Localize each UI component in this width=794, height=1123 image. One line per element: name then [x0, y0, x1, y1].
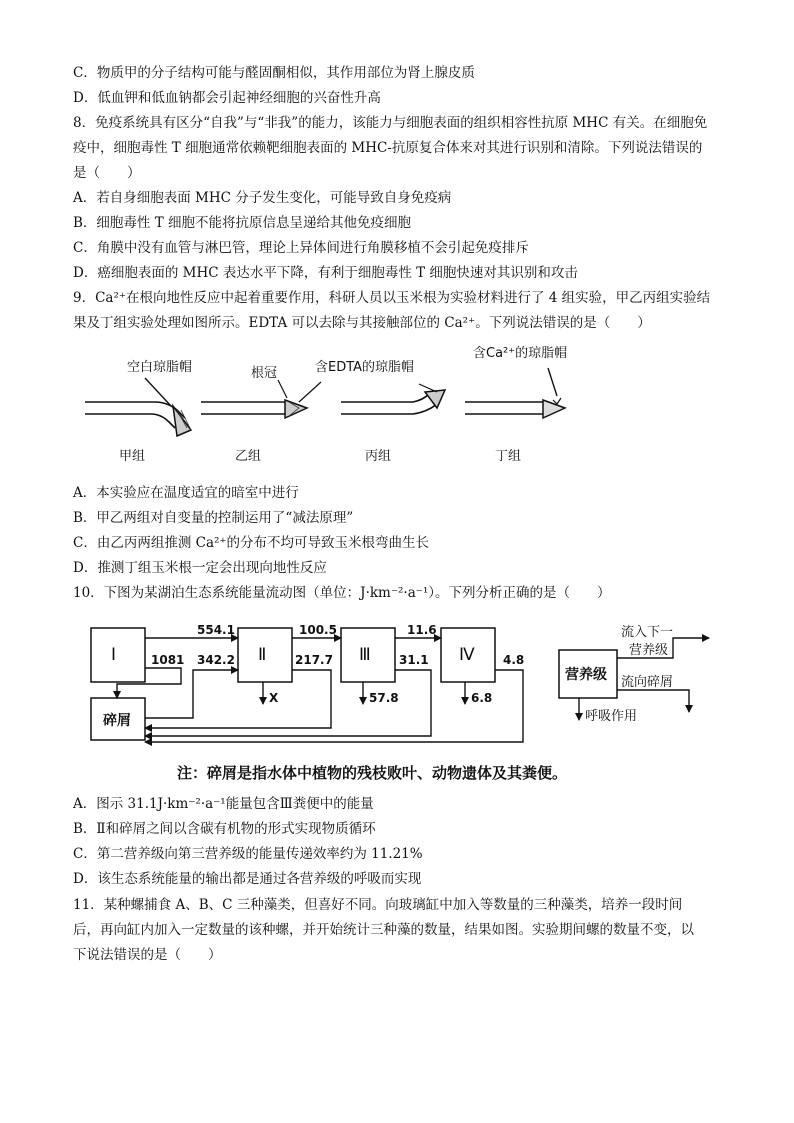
option-a: A．图示 31.1J·km⁻²·a⁻¹能量包含Ⅲ粪便中的能量: [73, 796, 374, 812]
legend-level-label: 营养级: [565, 667, 607, 683]
legend-next-level-1: 流入下一: [621, 625, 674, 640]
text-line: 下说法错误的是（ ）: [73, 947, 222, 963]
value-217-7: 217.7: [295, 653, 333, 667]
label-level-1: Ⅰ: [111, 645, 117, 665]
text-line: C．物质甲的分子结构可能与醛固酮相似，其作用部位为肾上腺皮质: [73, 65, 475, 81]
box-level-1: [91, 628, 145, 682]
label-group-ding: 丁组: [495, 449, 522, 464]
value-4-8: 4.8: [503, 653, 525, 667]
question-9-stem: 9．Ca²⁺在根向地性反应中起着重要作用，科研人员以玉米根为实验材料进行了 4 组实验，甲乙丙组实验结: [73, 290, 711, 306]
option-c: C．角膜中没有血管与淋巴管，理论上异体间进行角膜移植不会引起免疫排斥: [73, 240, 529, 256]
label-ca-cap: 含Ca²⁺的琼脂帽: [473, 346, 568, 361]
value-342-2: 342.2: [197, 653, 235, 667]
value-31-1: 31.1: [399, 653, 429, 667]
option-c: C．由乙丙两组推测 Ca²⁺的分布不均可导致玉米根弯曲生长: [73, 535, 430, 551]
text-line: 疫中，细胞毒性 T 细胞通常依赖靶细胞表面的 MHC-抗原复合体来对其进行识别和清除。下列说法错误的: [73, 140, 703, 156]
option-b: B．细胞毒性 T 细胞不能将抗原信息呈递给其他免疫细胞: [73, 215, 412, 231]
option-d: D．癌细胞表面的 MHC 表达水平下降，有利于细胞毒性 T 细胞快速对其识别和攻击: [73, 265, 578, 281]
root-group-jia: [85, 378, 191, 436]
root-group-yi: [201, 380, 321, 418]
value-6-8: 6.8: [471, 691, 493, 705]
label-blank-cap: 空白琼脂帽: [127, 360, 193, 375]
energy-flow-diagram: [73, 608, 713, 790]
label-level-4: Ⅳ: [459, 645, 475, 665]
label-edta-cap: 含EDTA的琼脂帽: [315, 360, 415, 375]
option-a: A．若自身细胞表面 MHC 分子发生变化，可能导致自身免疫病: [73, 190, 452, 206]
value-554-1: 554.1: [197, 623, 235, 637]
label-level-2: Ⅱ: [258, 645, 267, 665]
label-group-yi: 乙组: [235, 449, 262, 464]
question-11-stem: 11．某种螺捕食 A、B、C 三种藻类，但喜好不同。向玻璃缸中加入等数量的三种藻类，培养一段时间: [73, 897, 683, 913]
label-group-jia: 甲组: [119, 449, 146, 464]
label-root-cap: 根冠: [251, 366, 278, 381]
question-8-stem: 8．免疫系统具有区分“自我”与“非我”的能力，该能力与细胞表面的组织相容性抗原 MHC 有关。在细胞免: [73, 115, 708, 131]
value-1081: 1081: [151, 653, 185, 667]
value-57-8: 57.8: [369, 691, 399, 705]
option-d: D．推测丁组玉米根一定会出现向地性反应: [73, 560, 327, 576]
root-group-ding: [465, 368, 565, 418]
legend-to-detritus: 流向碎屑: [621, 675, 674, 690]
option-b: B．甲乙两组对自变量的控制运用了“减法原理”: [73, 510, 354, 526]
diagram-note: 注：碎屑是指水体中植物的残枝败叶、动物遗体及其粪便。: [177, 764, 568, 782]
text-line: 是（ ）: [73, 165, 141, 181]
label-detritus: 碎屑: [103, 713, 131, 729]
value-x: X: [269, 691, 279, 705]
root-group-bing: [341, 384, 445, 414]
text-line: D．低血钾和低血钠都会引起神经细胞的兴奋性升高: [73, 90, 381, 106]
legend-next-level-2: 营养级: [629, 643, 669, 658]
value-100-5: 100.5: [299, 623, 337, 637]
label-level-3: Ⅲ: [359, 645, 371, 665]
root-gravitropism-figure: [73, 340, 595, 472]
option-c: C．第二营养级向第三营养级的能量传递效率约为 11.21%: [73, 846, 423, 862]
option-b: B．Ⅱ和碎屑之间以含碳有机物的形式实现物质循环: [73, 821, 376, 837]
option-d: D．该生态系统能量的输出都是通过各营养级的呼吸而实现: [73, 871, 422, 887]
label-group-bing: 丙组: [365, 449, 392, 464]
question-10-stem: 10．下图为某湖泊生态系统能量流动图（单位：J·km⁻²·a⁻¹）。下列分析正确的是（ ）: [73, 585, 611, 601]
legend-respiration: 呼吸作用: [585, 709, 638, 724]
value-11-6: 11.6: [407, 623, 437, 637]
text-line: 后，再向缸内加入一定数量的该种螺，并开始统计三种藻的数量，结果如图。实验期间螺的数量不变，以: [73, 922, 694, 938]
option-a: A．本实验应在温度适宜的暗室中进行: [73, 485, 299, 501]
text-line: 果及丁组实验处理如图所示。EDTA 可以去除与其接触部位的 Ca²⁺。下列说法错误的是（ ）: [73, 315, 651, 331]
